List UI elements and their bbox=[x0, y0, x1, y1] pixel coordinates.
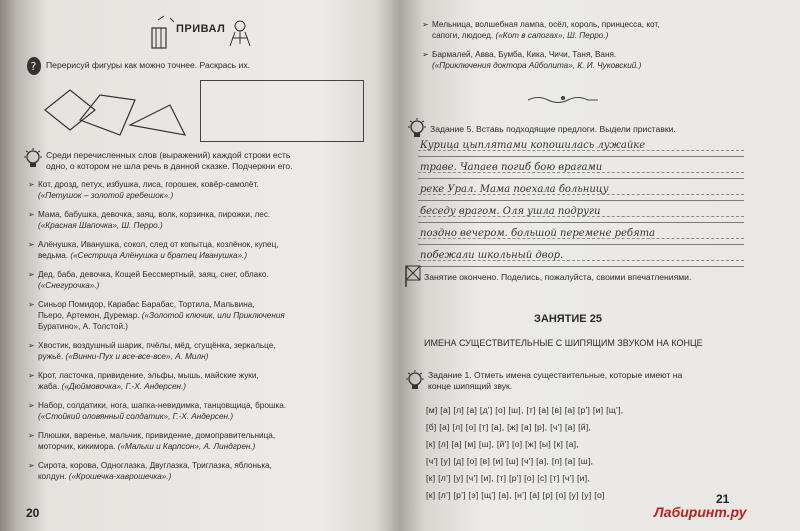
item-bullet-icon: ➢ bbox=[28, 341, 35, 350]
lightbulb-icon bbox=[24, 148, 42, 170]
list-item-line: Плюшки, варенье, мальчик, привидение, домоправительница, bbox=[38, 431, 276, 440]
item-citation: («Приключения доктора Айболита», К. И. Чуковский.) bbox=[432, 61, 642, 70]
question-icon bbox=[26, 56, 42, 76]
list-item-line: Сирота, корова, Одноглазка, Двуглазка, Триглазка, яблонька, bbox=[38, 461, 272, 470]
task1-line-1: Задание 1. Отметь имена существительные, которые имеют на bbox=[428, 370, 683, 380]
hand-line-2: траве. Чапаев погиб бою врагами bbox=[420, 162, 603, 173]
task-select-2: одно, о котором не шла речь в данной сказке. Подчеркни его. bbox=[46, 161, 293, 171]
hand-line-4: беседу врагом. Оля ушла подруги bbox=[420, 206, 601, 217]
list-item-line: Бармалей, Авва, Бумба, Кика, Чичи, Таня, Ваня. bbox=[432, 50, 617, 59]
list-item-line bbox=[38, 412, 233, 423]
list-item-line bbox=[38, 281, 99, 292]
sound-row: [м] [а] [л] [а] [д'] [о] [ш], [т] [а] [в] [а] [р'] [и] [щ'], bbox=[426, 405, 624, 415]
svg-text:?: ? bbox=[30, 60, 37, 73]
list-item-line: Буратино», А. Толстой.) bbox=[38, 322, 129, 331]
item-text: Пьеро, Артемон, Дуремар. bbox=[38, 311, 142, 320]
item-text: сапоги, людоед. bbox=[432, 31, 496, 40]
lightbulb-icon bbox=[408, 118, 426, 140]
item-citation: («Золотой ключик, или Приключения bbox=[141, 311, 285, 320]
item-citation: («Дюймовочка», Г.-Х. Андерсен.) bbox=[61, 382, 186, 391]
task-draw: Перерисуй фигуры как можно точнее. Раскрась их. bbox=[46, 60, 251, 70]
lesson-title: ЗАНЯТИЕ 25 bbox=[534, 313, 602, 325]
item-bullet-icon: ➢ bbox=[28, 210, 35, 219]
list-item-line bbox=[38, 472, 171, 483]
list-item-line: Синьор Помидор, Карабас Барабас, Тортила, Мальвина, bbox=[38, 300, 255, 309]
list-item-line: Мельница, волшебная лампа, осёл, король, принцесса, кот, bbox=[432, 20, 660, 29]
shapes-figure bbox=[40, 80, 200, 150]
list-item-line: Крот, ласточка, привидение, эльфы, мышь, майские жуки, bbox=[38, 371, 259, 380]
writing-rule bbox=[418, 266, 744, 267]
list-item-line: Дед, баба, девочка, Кощей Бессмертный, заяц, снег, облако. bbox=[38, 270, 269, 279]
item-citation: («Винни-Пух и все-все-все», А. Милн) bbox=[65, 352, 209, 361]
page-number-right: 21 bbox=[716, 492, 730, 506]
right-page bbox=[400, 0, 800, 531]
item-text: ружьё. bbox=[38, 352, 66, 361]
item-bullet-icon: ➢ bbox=[28, 401, 35, 410]
list-item-line bbox=[38, 251, 247, 262]
lesson-subtitle: ИМЕНА СУЩЕСТВИТЕЛЬНЫЕ С ШИПЯЩИМ ЗВУКОМ НА КОНЦЕ bbox=[424, 338, 703, 348]
writing-rule bbox=[418, 200, 744, 201]
sound-row: [б] [а] [л] [о] [т] [а], [ж] [а] [р], [ч'] [а] [й], bbox=[426, 422, 592, 432]
task-select-1: Среди перечисленных слов (выражений) каждой строки есть bbox=[46, 150, 291, 160]
item-text: жаба. bbox=[38, 382, 62, 391]
finished-text: Занятие окончено. Поделись, пожалуйста, своими впечатлениями. bbox=[424, 272, 692, 282]
left-page bbox=[0, 0, 388, 531]
writing-rule bbox=[418, 178, 744, 179]
item-citation: («Стойкий оловянный солдатик», Г.-Х. Андерсен.) bbox=[38, 412, 234, 421]
item-text: колдун. bbox=[38, 472, 69, 481]
task5-prompt: Задание 5. Вставь подходящие предлоги. Выдели приставки. bbox=[430, 124, 676, 134]
list-item-line: Кот, дрозд, петух, избушка, лиса, горошек, ковёр-самолёт. bbox=[38, 180, 259, 189]
sound-row: [к] [л] [а] [м] [ш], [й'] [о] [ж] [ы] [к] [а], bbox=[426, 439, 580, 449]
writing-rule bbox=[418, 222, 744, 223]
list-item-line: Хвостик, воздушный шарик, пчёлы, мёд, сгущёнка, зеркальце, bbox=[38, 341, 276, 350]
writing-rule bbox=[418, 244, 744, 245]
list-item-line: Алёнушка, Иванушка, сокол, след от копытца, козлёнок, купец, bbox=[38, 240, 279, 249]
item-bullet-icon: ➢ bbox=[28, 300, 35, 309]
item-bullet-icon: ➢ bbox=[422, 20, 429, 29]
list-item-line: Мама, бабушка, девочка, заяц, волк, корзинка, пирожки, лес. bbox=[38, 210, 271, 219]
item-bullet-icon: ➢ bbox=[28, 180, 35, 189]
list-item-line bbox=[38, 382, 186, 393]
list-item-line bbox=[38, 191, 173, 202]
sound-row: [ч'] [у] [д] [о] [в] [и] [ш] [ч'] [а], [п] [а] [ш], bbox=[426, 456, 594, 466]
item-bullet-icon: ➢ bbox=[28, 270, 35, 279]
drawing-box[interactable] bbox=[200, 80, 364, 142]
watermark: Лабиринт.ру bbox=[654, 504, 747, 520]
page-number-left: 20 bbox=[26, 506, 40, 520]
item-text: ведьма. bbox=[38, 251, 71, 260]
divider-ornament bbox=[528, 93, 598, 105]
list-item-line bbox=[38, 442, 255, 453]
list-item-line bbox=[38, 352, 208, 363]
list-item-line: Набор, солдатики, нога, шапка-невидимка, танцовщица, брошка. bbox=[38, 401, 287, 410]
hand-line-1: Курица цыплятами копошилась лужайке bbox=[420, 140, 646, 151]
flag-icon bbox=[404, 262, 426, 288]
lightbulb-icon bbox=[406, 370, 424, 392]
sound-row: [к] [л'] [р'] [э] [щ'] [а], [н'] [а] [р] [о] [у] [у] [о] bbox=[426, 490, 605, 500]
item-citation: («Петушок – золотой гребешок».) bbox=[38, 191, 174, 200]
list-item-line bbox=[38, 221, 163, 232]
list-item-line bbox=[38, 311, 285, 322]
item-citation: («Крошечка-хаврошечка».) bbox=[68, 472, 172, 481]
item-bullet-icon: ➢ bbox=[28, 461, 35, 470]
task1-line-2: конце шипящий звук. bbox=[428, 381, 513, 391]
hand-line-3: реке Урал. Мама поехала больницу bbox=[420, 184, 609, 195]
item-citation: («Сестрица Алёнушка и братец Иванушка».) bbox=[70, 251, 248, 260]
hand-line-5: поздно вечером. большой перемене ребята bbox=[420, 228, 656, 239]
item-citation: («Снегурочка».) bbox=[38, 281, 100, 290]
hand-line-6: побежали школьный двор. bbox=[420, 250, 564, 261]
item-bullet-icon: ➢ bbox=[28, 431, 35, 440]
item-citation: («Красная Шапочка», Ш. Перро.) bbox=[38, 221, 163, 230]
item-text: моторчик, кикимора. bbox=[38, 442, 118, 451]
writing-rule bbox=[418, 156, 744, 157]
item-bullet-icon: ➢ bbox=[28, 240, 35, 249]
item-bullet-icon: ➢ bbox=[28, 371, 35, 380]
list-item-line bbox=[432, 61, 641, 72]
item-citation: («Малыш и Карлсон», А. Линдгрен.) bbox=[117, 442, 256, 451]
header-label: ПРИВАЛ bbox=[176, 23, 226, 35]
item-citation: («Кот в сапогах», Ш. Перро.) bbox=[495, 31, 609, 40]
sound-row: [к] [л'] [у] [ч'] [и], [т] [р'] [о] [с] [т] [ч'] [и], bbox=[426, 473, 591, 483]
item-bullet-icon: ➢ bbox=[422, 50, 429, 59]
list-item-line bbox=[432, 31, 608, 42]
